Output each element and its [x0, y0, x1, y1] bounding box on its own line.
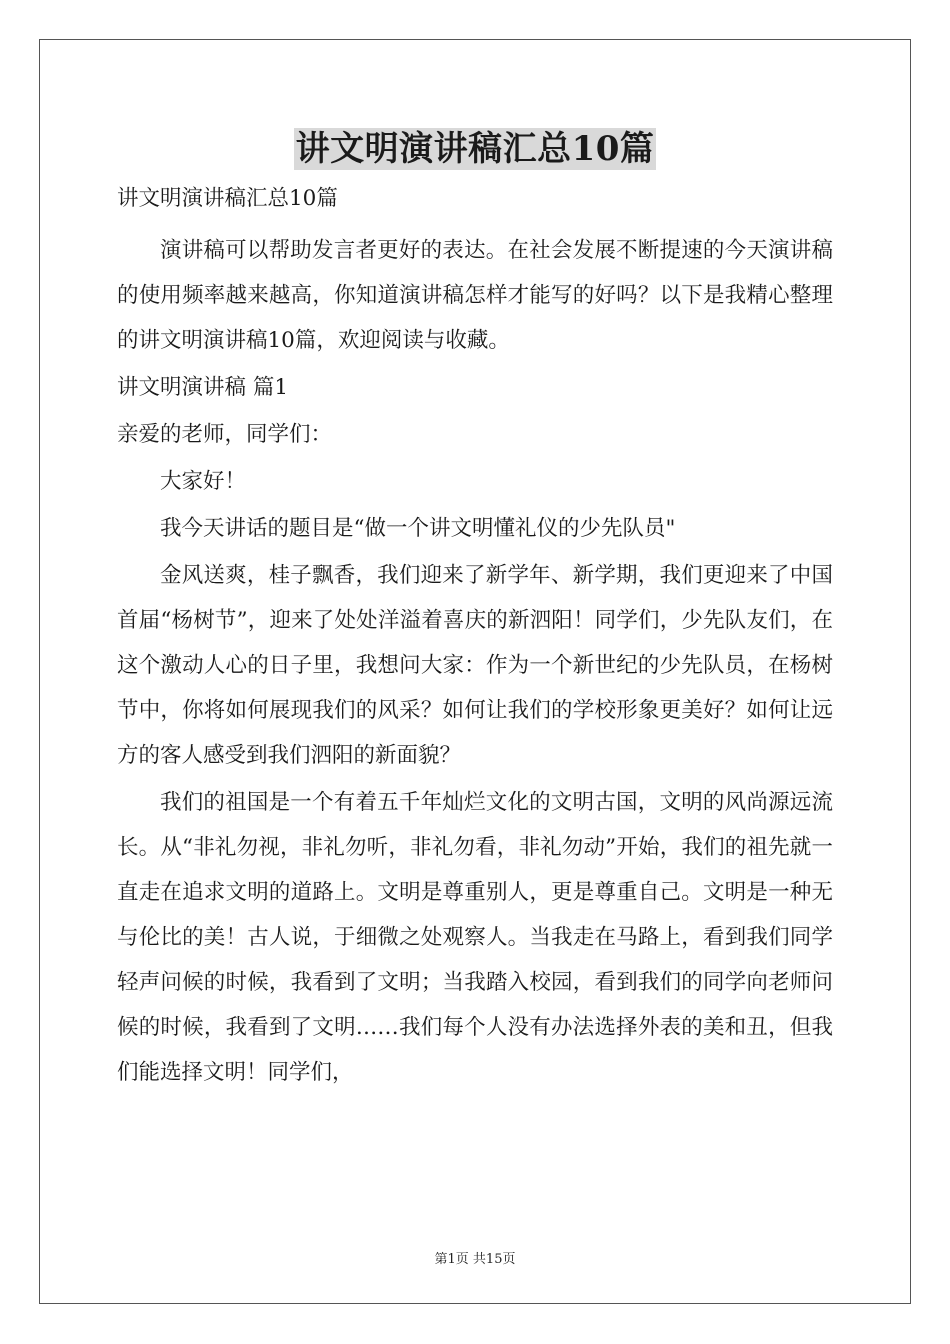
greeting: 大家好！ [160, 469, 247, 494]
document-title: 讲文明演讲稿汇总10篇 [295, 129, 655, 169]
page-number: 第1页 共15页 [434, 1252, 516, 1267]
document-body [117, 182, 833, 1097]
body-paragraph: 金风送爽，桂子飘香，我们迎来了新学年、新学期，我们更迎来了中国首届“杨树节”，迎来了处处洋溢着喜庆的新泗阳！同学们，少先队友们，在这个激动人心的日子里，我想问大家：作为一个新世纪的少先队员，在杨树节中，你将如何展现我们的风采？如何让我们的学校形象更美好？如何让远方的客人感受到我们泗阳的新面貌？ [117, 563, 833, 768]
salutation: 亲爱的老师，同学们： [117, 422, 333, 447]
body-paragraph: 我们的祖国是一个有着五千年灿烂文化的文明古国，文明的风尚源远流长。从“非礼勿视，非礼勿听，非礼勿看，非礼勿动”开始，我们的祖先就一直走在追求文明的道路上。文明是尊重别人，更是尊重自己。文明是一种无与伦比的美！古人说，于细微之处观察人。当我走在马路上，看到我们同学轻声问候的时候，我看到了文明；当我踏入校园，看到我们的同学向老师问候的时候，我看到了文明……我们每个人没有办法选择外表的美和丑，但我们能选择文明！同学们， [117, 790, 833, 1085]
document-subtitle: 讲文明演讲稿汇总10篇 [117, 186, 338, 211]
intro-paragraph: 演讲稿可以帮助发言者更好的表达。在社会发展不断提速的今天演讲稿的使用频率越来越高，你知道演讲稿怎样才能写的好吗？以下是我精心整理的讲文明演讲稿10篇，欢迎阅读与收藏。 [117, 238, 833, 353]
page-footer [0, 1248, 950, 1267]
speech-topic: 我今天讲话的题目是“做一个讲文明懂礼仪的少先队员" [160, 516, 676, 541]
section-heading: 讲文明演讲稿 篇1 [117, 375, 289, 400]
title-container [0, 128, 950, 170]
